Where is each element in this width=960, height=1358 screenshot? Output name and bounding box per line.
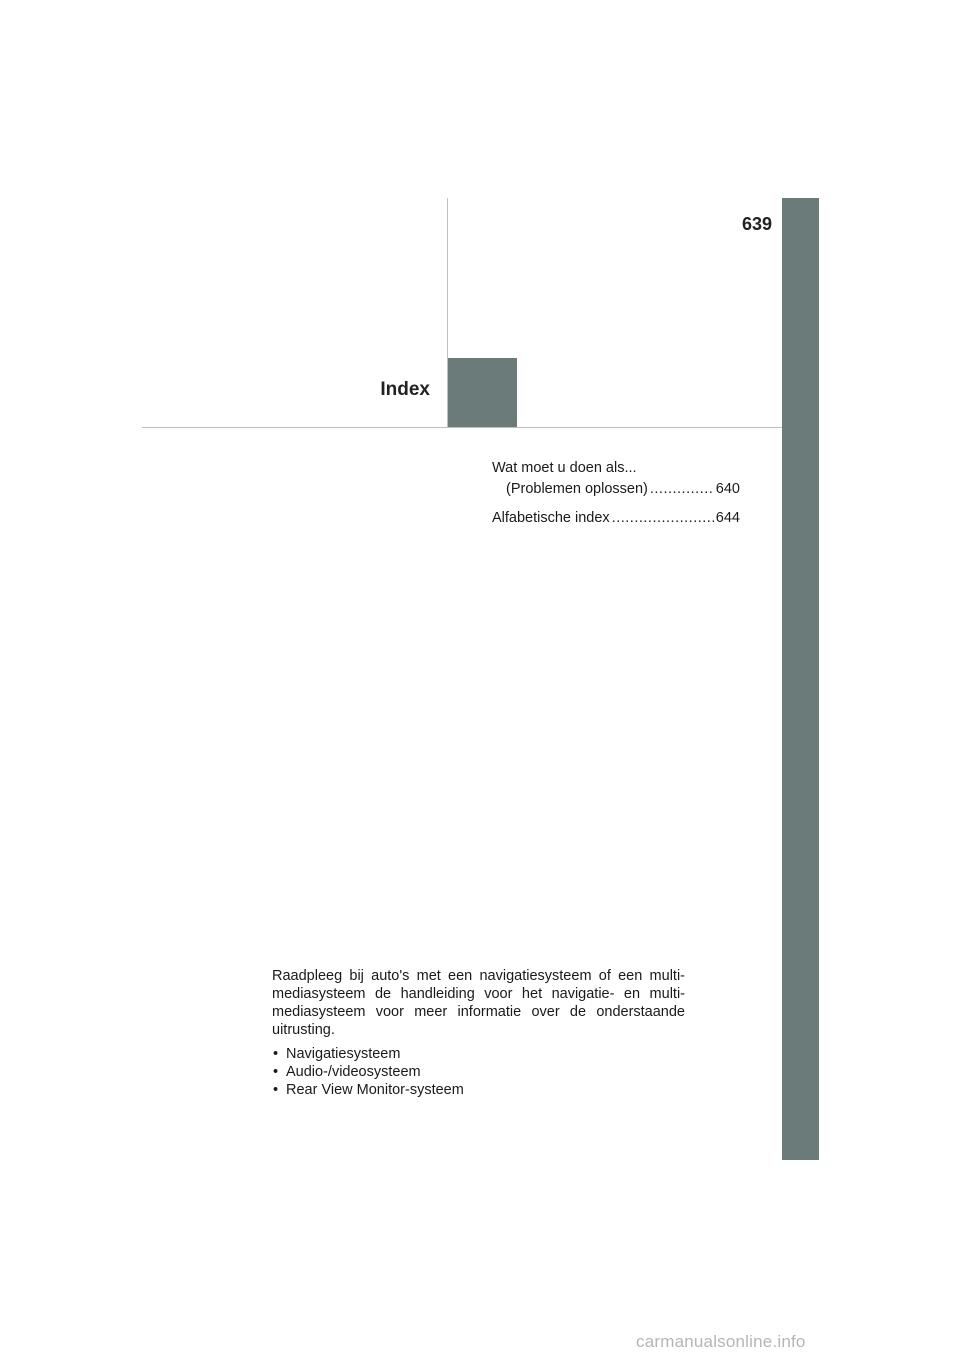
horizontal-rule — [142, 427, 782, 428]
page-number: 639 — [741, 214, 772, 234]
toc-entry-page: 640 — [715, 481, 740, 497]
table-of-contents — [492, 458, 740, 529]
toc-entry-label: Alfabetische index — [492, 510, 610, 526]
list-item: • Audio-/videosysteem — [272, 1063, 685, 1081]
equipment-list — [272, 1045, 685, 1099]
toc-entry-troubleshooting-line1: Wat moet u doen als... — [492, 460, 637, 476]
navigation-note — [272, 967, 685, 1099]
toc-entry-troubleshooting[interactable] — [492, 479, 740, 500]
side-tab — [782, 198, 819, 1160]
toc-entry-page: 644 — [715, 510, 740, 526]
toc-entry-label: (Problemen oplossen) — [506, 481, 648, 497]
section-title: Index — [380, 379, 430, 400]
toc-entry-alphabetical-index[interactable] — [492, 508, 740, 529]
watermark: carmanualsonline.info — [636, 1332, 806, 1351]
list-item: • Navigatiesysteem — [272, 1045, 685, 1063]
list-item: • Rear View Monitor-systeem — [272, 1081, 685, 1099]
leader-dots — [650, 479, 714, 500]
section-marker — [448, 358, 517, 427]
leader-dots — [612, 508, 714, 529]
note-text: Raadpleeg bij auto's met een navigatiesysteem of een multi-mediasysteem de handleiding voor het navigatie- en multi-mediasysteem voor meer informatie over de onderstaande uitrusting. — [272, 968, 685, 1038]
